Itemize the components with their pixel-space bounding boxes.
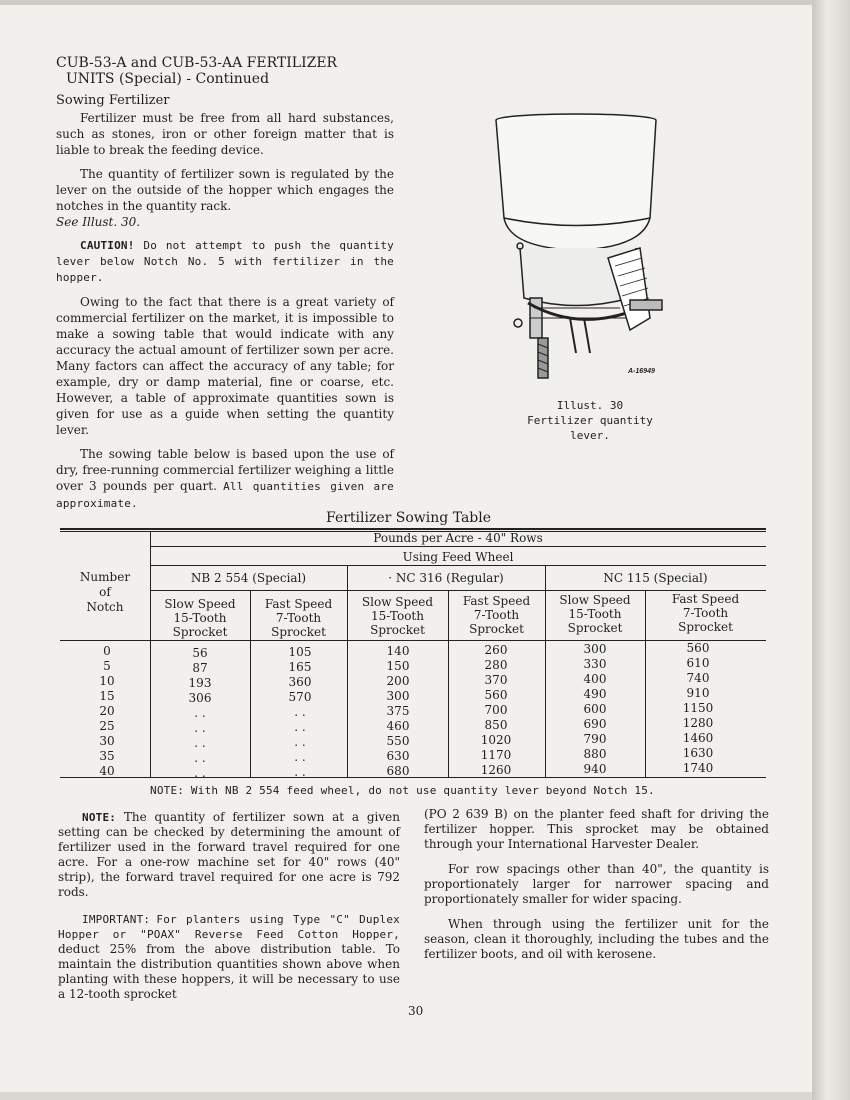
notch-cell: 35 (99, 749, 115, 763)
table-cell: 1740 (682, 761, 714, 775)
table-cell: 940 (583, 762, 607, 776)
notch-header-line-1: Number (79, 570, 131, 584)
notch-header-line-2: of (99, 585, 111, 599)
table-cell: 400 (583, 672, 607, 686)
note-paragraph (58, 810, 400, 900)
table-cell: . . (294, 735, 306, 749)
notch-cell: 20 (99, 704, 115, 718)
table-cell: . . (194, 736, 206, 750)
table-cell: 560 (686, 641, 710, 655)
table-cell: . . (194, 706, 206, 720)
header-pounds-per-acre: Pounds per Acre - 40" Rows (373, 531, 543, 545)
page-edge-top (0, 0, 812, 5)
notch-cell: 30 (99, 734, 115, 748)
paragraph-4-note: All quantities given are approximate. (56, 480, 394, 510)
table-rule-groups (150, 590, 766, 591)
intro-column (56, 110, 394, 520)
paragraph-2 (56, 166, 394, 230)
paragraph-4-text: The sowing table below is based upon the use of dry, free-running commercial fertilizer weighing a little over 3 pounds per quart. (56, 447, 394, 493)
subheader-slow-3-line-2: 15-Tooth (568, 607, 622, 621)
cleaning-paragraph: When through using the fertilizer unit for the season, clean it thoroughly, including the tubes and the fertilizer boots, and oil with kerosene. (424, 917, 769, 961)
page-title (56, 55, 337, 87)
subheader-fast-3-line-3: Sprocket (678, 620, 733, 634)
table-cell: 140 (386, 644, 410, 658)
table-cell: 165 (288, 660, 312, 674)
caption-line-3: lever. (570, 429, 610, 442)
subheader-slow-1-line-3: Sprocket (172, 625, 228, 639)
table-cell: 610 (686, 656, 710, 670)
table-cell: 360 (288, 675, 312, 689)
table-cell: 193 (188, 676, 212, 690)
group-header-nc-316: · NC 316 (Regular) (388, 571, 504, 585)
subheader-slow-1 (150, 597, 250, 639)
caution-paragraph (56, 238, 394, 286)
subheader-fast-3-line-1: Fast Speed (671, 592, 740, 606)
group-header-nc-115: NC 115 (Special) (603, 571, 708, 585)
subheader-slow-3-line-1: Slow Speed (559, 593, 631, 607)
caution-text: Do not attempt to push the quantity lever below Notch No. 5 with fertilizer in the hopper. (56, 239, 394, 284)
table-cell: 700 (484, 703, 508, 717)
table-cell: 850 (484, 718, 508, 732)
fertilizer-hopper-illustration (490, 108, 680, 388)
notch-cell: 40 (99, 764, 115, 778)
important-paragraph (58, 912, 400, 1002)
subheader-slow-1-line-1: Slow Speed (164, 597, 236, 611)
subheader-fast-2-line-3: Sprocket (469, 622, 524, 636)
title-line-1: CUB-53-A and CUB-53-AA FERTILIZER (56, 55, 338, 71)
illustration-caption (515, 398, 665, 443)
note-label: NOTE: (82, 811, 117, 824)
subheader-fast-2 (448, 594, 545, 636)
table-title: Fertilizer Sowing Table (326, 510, 492, 526)
table-cell: 370 (484, 673, 508, 687)
subheader-fast-3-line-2: 7-Tooth (682, 606, 729, 620)
table-cell: 690 (583, 717, 607, 731)
notch-cell: 10 (99, 674, 115, 688)
bottom-right-column (424, 807, 769, 972)
table-cell: 1280 (682, 716, 714, 730)
subheader-fast-1-line-3: Sprocket (271, 625, 326, 639)
table-cell: 460 (386, 719, 410, 733)
caption-line-1: Illust. 30 (556, 399, 624, 412)
table-cell: 570 (288, 690, 312, 704)
table-cell: . . (194, 766, 206, 780)
table-cell: 880 (583, 747, 607, 761)
nb-slow-column (170, 646, 230, 781)
notch-cell: 0 (103, 644, 111, 658)
caution-label: CAUTION! (80, 239, 135, 252)
subheader-slow-2-line-2: 15-Tooth (371, 609, 424, 623)
header-number-of-notch (60, 570, 150, 615)
subheader-slow-3-line-3: Sprocket (567, 621, 623, 635)
paragraph-4 (56, 446, 394, 512)
important-mono-text: For planters using Type "C" Duplex Hopper or "POAX" Reverse Feed Cotton Hopper, (58, 913, 400, 941)
notch-header-line-3: Notch (86, 600, 124, 614)
table-cell: 1460 (682, 731, 714, 745)
table-cell: 1150 (682, 701, 714, 715)
table-rule-feed (150, 565, 766, 566)
section-heading: Sowing Fertilizer (56, 93, 170, 108)
notch-cell: 15 (99, 689, 115, 703)
page-edge (812, 0, 850, 1100)
subheader-fast-1-line-2: 7-Tooth (275, 611, 322, 625)
table-cell: 600 (583, 702, 607, 716)
table-cell: 740 (686, 671, 710, 685)
table-cell: 105 (288, 645, 312, 659)
paragraph-3: Owing to the fact that there is a great variety of commercial fertilizer on the market, it is impossible to make a sowing table that would indicate with any accuracy the actual amount of fertilizer sown per acre. Many factors can affect the accuracy of any table; for example, dry or damp material, fine or coarse, etc. However, a table of approximate quantities sown is given for use as a guide when setting the quantity lever. (56, 295, 394, 437)
notch-cell: 5 (103, 659, 111, 673)
table-cell: 300 (386, 689, 410, 703)
bottom-left-column (58, 810, 400, 1014)
subheader-slow-3 (545, 593, 645, 635)
table-cell: 630 (386, 749, 410, 763)
title-line-2: UNITS (Special) - Continued (66, 71, 270, 87)
table-cell: 550 (386, 734, 410, 748)
subheader-slow-2 (347, 595, 448, 637)
table-cell: 790 (583, 732, 607, 746)
row-spacing-paragraph: For row spacings other than 40", the quantity is proportionately larger for narrower spacing and proportionately smaller for wider spacing. (424, 862, 769, 906)
nc316-slow-column (368, 644, 428, 779)
table-cell: 200 (386, 674, 410, 688)
nc316-fast-column (466, 643, 526, 778)
table-cell: 1170 (480, 748, 512, 762)
sprocket-paragraph: (PO 2 639 B) on the planter feed shaft for driving the fertilizer hopper. This sprocket may be obtained through your International Harvester Dealer. (424, 807, 769, 851)
subheader-fast-2-line-1: Fast Speed (462, 594, 531, 608)
subheader-fast-2-line-2: 7-Tooth (473, 608, 520, 622)
table-cell: 1260 (480, 763, 512, 777)
table-cell: 306 (188, 691, 212, 705)
fertilizer-sowing-table (60, 528, 766, 778)
table-cell: 1630 (682, 746, 714, 760)
table-cell: 260 (484, 643, 508, 657)
table-rule-header (60, 640, 766, 641)
table-cell: . . (294, 720, 306, 734)
subheader-fast-1-line-1: Fast Speed (264, 597, 333, 611)
table-cell: 150 (386, 659, 410, 673)
subheader-slow-2-line-3: Sprocket (370, 623, 425, 637)
table-rule-pounds (150, 546, 766, 547)
table-cell: 280 (484, 658, 508, 672)
notch-column (82, 644, 132, 779)
table-cell: 910 (686, 686, 710, 700)
table-rule-top (60, 528, 766, 530)
table-cell: 56 (192, 646, 208, 660)
table-cell: 560 (484, 688, 508, 702)
paragraph-2-text: The quantity of fertilizer sown is regulated by the lever on the outside of the hopper which engages the notches in the quantity rack. (56, 167, 394, 213)
subheader-slow-2-line-1: Slow Speed (361, 595, 434, 609)
caption-line-2: Fertilizer quantity (527, 414, 653, 427)
nc115-fast-column (668, 641, 728, 776)
nc115-slow-column (565, 642, 625, 777)
table-cell: 490 (583, 687, 607, 701)
nb-fast-column (270, 645, 330, 780)
header-using-feed-wheel: Using Feed Wheel (402, 550, 514, 564)
page-number: 30 (408, 1004, 424, 1018)
table-divider-notch (150, 532, 151, 778)
subheader-slow-1-line-2: 15-Tooth (173, 611, 227, 625)
table-cell: 330 (583, 657, 607, 671)
notch-cell: 25 (99, 719, 115, 733)
table-cell: 680 (386, 764, 410, 778)
table-note: NOTE: With NB 2 554 feed wheel, do not use quantity lever beyond Notch 15. (150, 784, 655, 797)
paragraph-1: Fertilizer must be free from all hard substances, such as stones, iron or other foreign matter that is liable to break the feeding device. (56, 111, 394, 157)
table-cell: 300 (583, 642, 607, 656)
table-cell: 1020 (480, 733, 512, 747)
illustration-id: A-16949 (628, 368, 655, 375)
table-cell: . . (294, 750, 306, 764)
group-header-nb-2-554: NB 2 554 (Special) (190, 571, 307, 585)
table-cell: . . (294, 765, 306, 779)
important-label: IMPORTANT: (82, 913, 151, 926)
illustration-reference: See Illust. 30. (56, 215, 141, 229)
important-text: deduct 25% from the above distribution table. To maintain the distribution quantities shown above when planting with these hoppers, it will be necessary to use a 12-tooth sprocket (58, 942, 400, 1001)
note-text: The quantity of fertilizer sown at a given setting can be checked by determining the amount of fertilizer used in the forward travel required for one acre. For a one-row machine set for 40" rows (40" strip), the forward travel required for one acre is 792 rods. (58, 810, 400, 899)
table-cell: 375 (386, 704, 410, 718)
table-cell: . . (194, 751, 206, 765)
subheader-fast-1 (250, 597, 347, 639)
subheader-fast-3 (645, 592, 766, 634)
table-cell: . . (194, 721, 206, 735)
table-cell: . . (294, 705, 306, 719)
table-cell: 87 (192, 661, 208, 675)
